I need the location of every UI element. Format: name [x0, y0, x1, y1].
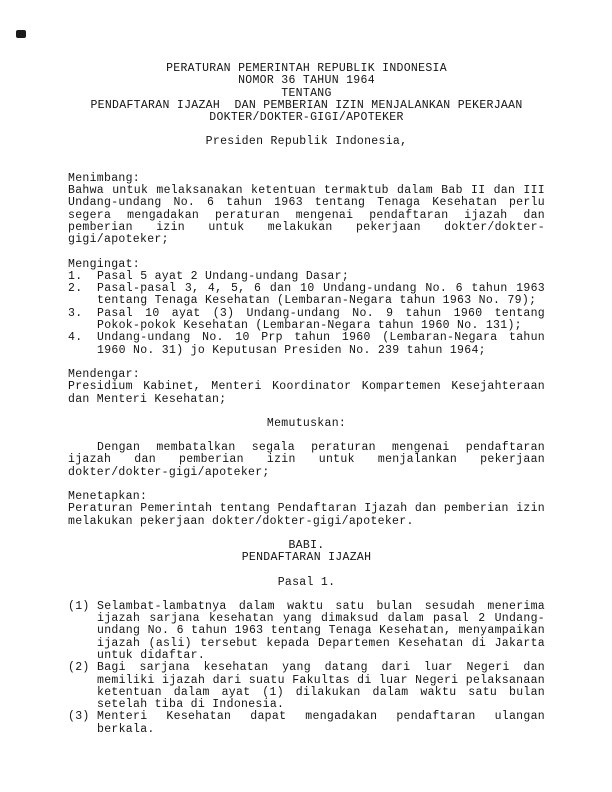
list-item-number: 1.	[68, 269, 83, 283]
bab-heading	[68, 540, 545, 565]
list-item-text: Undang-undang No. 10 Prp tahun 1960 (Lembaran-Negara tahun 1960 No. 31) jo Keputusan Presiden No. 239 tahun 1964;	[97, 331, 545, 357]
mendengar-label: Mendengar:	[68, 367, 141, 381]
section-pasal-1	[68, 601, 545, 736]
mendengar-body: Presidium Kabinet, Menteri Koordinator Kompartemen Kesejahteraan dan Menteri Kesehatan;	[68, 380, 545, 406]
section-mendengar	[68, 369, 545, 406]
document-title-block	[68, 63, 545, 124]
section-menimbang	[68, 173, 545, 247]
title-line-professions: DOKTER/DOKTER-GIGI/APOTEKER	[209, 111, 404, 125]
bab-heading-title: PENDAFTARAN IJAZAH	[241, 551, 372, 565]
title-line-regulation: PERATURAN PEMERINTAH REPUBLIK INDONESIA	[166, 62, 447, 75]
salutation-line: Presiden Republik Indonesia,	[205, 135, 408, 149]
list-item	[68, 662, 545, 711]
list-item-number: (3)	[68, 710, 90, 724]
list-item-text: Pasal 10 ayat (3) Undang-undang No. 9 tahun 1960 tentang Pokok-pokok Kesehatan (Lembaran-Negara tahun 1960 No. 131);	[97, 306, 545, 333]
list-item-number: 4.	[68, 331, 83, 345]
list-item	[68, 601, 545, 662]
memutuskan-heading: Memutuskan:	[266, 416, 347, 430]
section-menetapkan	[68, 491, 545, 528]
title-line-tentang: TENTANG	[281, 86, 332, 100]
list-item	[68, 711, 545, 736]
memutuskan-body: Dengan membatalkan segala peraturan mengenai pendaftaran ijazah dan pemberian izin untuk menjalankan pekerjaan dokter/dokter-gigi/apoteker;	[68, 441, 545, 479]
title-line-subject: PENDAFTARAN IJAZAH DAN PEMBERIAN IZIN MENJALANKAN PEKERJAAN	[90, 98, 523, 112]
menimbang-body: Bahwa untuk melaksanakan ketentuan termaktub dalam Bab II dan III Undang-undang No. 6 tahun 1963 tentang Tenaga Kesehatan perlu segera mengadakan peraturan mengenai pendaftaran ijazah dan pemberian izin untuk melakukan pekerjaan dokter/dokter-gigi/apoteker;	[68, 184, 545, 247]
list-item	[68, 332, 545, 357]
menetapkan-label: Menetapkan:	[68, 490, 148, 504]
list-item-text: Pasal 5 ayat 2 Undang-undang Dasar;	[97, 269, 350, 283]
list-item-text: Pasal-pasal 3, 4, 5, 6 dan 10 Undang-undang No. 6 tahun 1963 tentang Tenaga Kesehatan (Lembaran-Negara tahun 1963 No. 79);	[97, 282, 545, 308]
list-item-text: Selambat-lambatnya dalam waktu satu bulan sesudah menerima ijazah sarjana kesehatan yang dimaksud dalam pasal 2 Undang-undang No. 6 tahun 1963 tentang Tenaga Kesehatan, menyampaikan ijazah (asli) tersebut kepada Departemen Kesehatan di Jakarta untuk didaftar.	[97, 599, 545, 662]
list-item-number: (1)	[68, 599, 90, 613]
list-item-text: Menteri Kesehatan dapat mengadakan pendaftaran ulangan berkala.	[97, 710, 545, 736]
mengingat-label: Mengingat:	[68, 257, 141, 271]
menimbang-label: Menimbang:	[68, 171, 141, 185]
list-item-number: (2)	[68, 661, 90, 675]
list-item	[68, 283, 545, 308]
list-item-number: 3.	[68, 306, 83, 320]
bab-heading-number: BABI.	[288, 538, 325, 552]
list-item-number: 2.	[68, 282, 83, 296]
section-mengingat	[68, 259, 545, 357]
menetapkan-body: Peraturan Pemerintah tentang Pendaftaran Ijazah dan pemberian izin melakukan pekerjaan dokter/dokter-gigi/apoteker.	[68, 502, 545, 528]
list-item-text: Bagi sarjana kesehatan yang datang dari luar Negeri dan memiliki ijazah dari suatu Fakultas di luar Negeri pelaksanaan ketentuan dalam ayat (1) dilakukan dalam waktu satu bulan setelah tiba di Indonesia.	[97, 661, 545, 712]
title-line-number: NOMOR 36 TAHUN 1964	[238, 74, 375, 88]
pasal-heading: Pasal 1.	[277, 575, 336, 589]
list-item	[68, 308, 545, 333]
